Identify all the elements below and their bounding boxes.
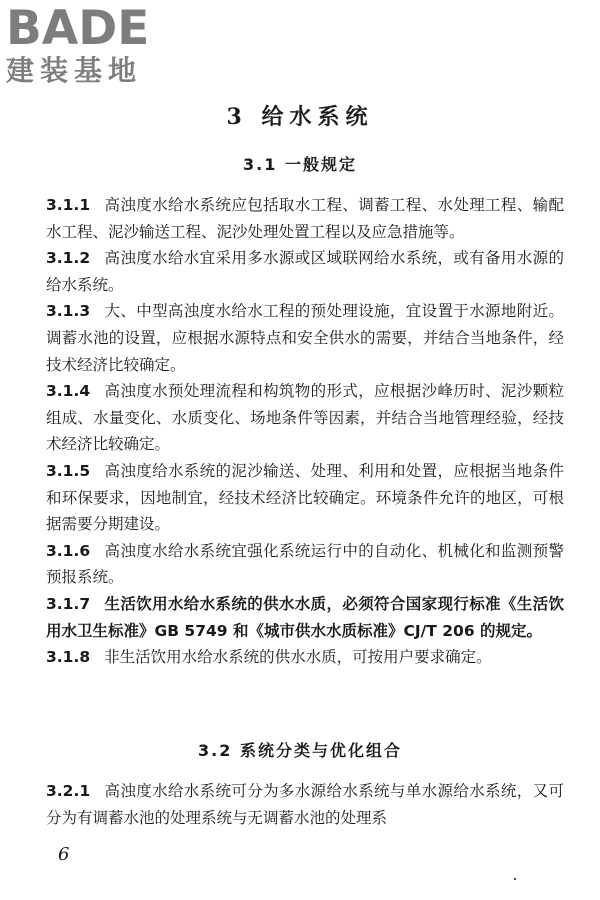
clause-text: 大、中型高浊度水给水工程的预处理设施，宜设置于水源地附近。调蓄水池的设置，应根据水源特点和安全供水的需要，并结合当地条件，经技术经济比较确定。 <box>46 302 564 374</box>
section-title-3-2: 3.2 系统分类与优化组合 <box>198 741 402 760</box>
clause-number: 3.2.1 <box>46 782 91 800</box>
section-title-3-1: 3.1 一般规定 <box>243 155 357 174</box>
clause-number: 3.1.4 <box>46 382 91 401</box>
clause-number: 3.1.3 <box>46 302 91 321</box>
clause-3-2-1 <box>46 778 564 831</box>
clause-3-1-5 <box>46 458 564 538</box>
clause-number: 3.1.5 <box>46 461 91 480</box>
scan-speck <box>514 878 516 880</box>
clause-number: 3.1.2 <box>46 249 91 268</box>
bade-logo <box>6 1 176 87</box>
clause-3-1-6 <box>46 538 564 591</box>
logo-wordmark: BADE <box>6 1 150 56</box>
clause-number: 3.1.8 <box>46 648 91 667</box>
clause-text: 高浊度给水系统的泥沙输送、处理、利用和处置，应根据当地条件和环保要求，因地制宜，经技术经济比较确定。环境条件允许的地区，可根据需要分期建设。 <box>46 461 564 534</box>
clause-list-3-2 <box>46 778 564 831</box>
clause-3-1-4 <box>46 378 564 458</box>
clause-text: 高浊度水给水系统应包括取水工程、调蓄工程、水处理工程、输配水工程、泥沙输送工程、泥沙处理处置工程以及应急措施等。 <box>46 196 564 241</box>
clause-text: 高浊度水给水系统可分为多水源给水系统与单水源给水系统，又可分为有调蓄水池的处理系统与无调蓄水池的处理系 <box>46 782 564 827</box>
chapter-title: 3 给水系统 <box>226 104 374 130</box>
clause-text: 高浊度水预处理流程和构筑物的形式，应根据沙峰历时、泥沙颗粒组成、水量变化、水质变化、场地条件等因素，并结合当地管理经验，经技术经济比较确定。 <box>46 382 564 454</box>
clause-text: 非生活饮用水给水系统的供水水质，可按用户要求确定。 <box>104 648 492 667</box>
clause-3-1-1 <box>46 192 564 245</box>
clause-number: 3.1.6 <box>46 541 91 560</box>
clause-3-1-3 <box>46 298 564 378</box>
clause-3-1-7 <box>46 591 564 644</box>
logo-subtitle: 建装基地 <box>6 54 143 87</box>
clause-text: 生活饮用水给水系统的供水水质，必须符合国家现行标准《生活饮用水卫生标准》GB 5749 和《城市供水水质标准》CJ/T 206 的规定。 <box>46 594 564 640</box>
clause-3-1-8 <box>46 644 564 671</box>
clause-number: 3.1.1 <box>46 196 91 214</box>
clause-number: 3.1.7 <box>46 594 91 613</box>
clause-text: 高浊度水给水宜采用多水源或区域联网给水系统，或有备用水源的给水系统。 <box>46 249 564 294</box>
page-number: 6 <box>58 844 70 865</box>
clause-3-1-2 <box>46 245 564 298</box>
clause-text: 高浊度水给水系统宜强化系统运行中的自动化、机械化和监测预警预报系统。 <box>46 541 564 587</box>
clause-list-3-1 <box>46 192 564 671</box>
